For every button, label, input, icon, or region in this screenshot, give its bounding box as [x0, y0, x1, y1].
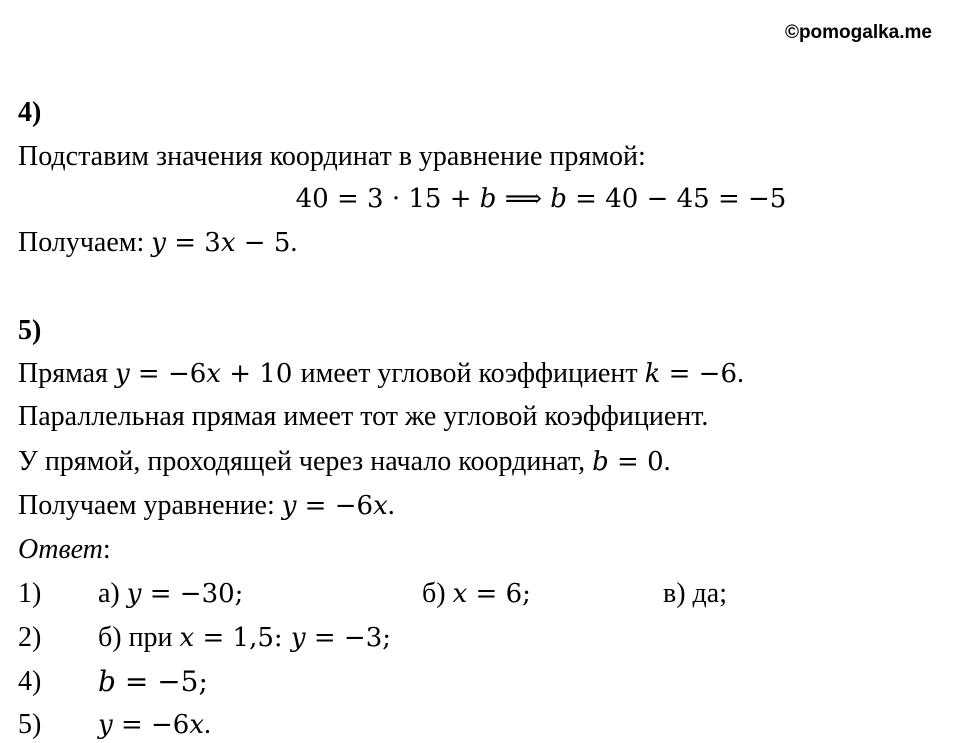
eq-var-b: b	[479, 184, 497, 214]
result-prefix: Получаем:	[18, 227, 152, 258]
result-x: x	[220, 228, 236, 258]
l4-prefix: Получаем уравнение:	[18, 490, 282, 521]
l4-y: y	[281, 491, 297, 521]
result-end: − 5	[235, 228, 291, 258]
answer-row-3-a	[98, 665, 208, 699]
l1-y: y	[114, 359, 130, 389]
section-4-heading: 4)	[18, 97, 42, 128]
l1-eq: = −6	[129, 359, 207, 389]
result-period: .	[290, 227, 298, 258]
row2-label: б) при	[98, 622, 180, 653]
eq-lhs: 40 = 3 · 15 +	[295, 184, 480, 214]
eq-rhs: = 40 − 45 = −5	[566, 184, 787, 214]
row2-x: x	[179, 623, 195, 653]
row1-a-label: а)	[98, 578, 127, 609]
result-mid: = 3	[165, 228, 221, 258]
eq-arrow: ⟹	[496, 184, 551, 214]
watermark: ©pomogalka.me	[784, 22, 932, 43]
answer-row-1-num: 1)	[18, 578, 42, 609]
row3-b: b	[98, 665, 116, 698]
answer-row-1-a	[98, 577, 243, 611]
row1-b-label: б)	[422, 578, 453, 609]
l1-prefix: Прямая	[18, 358, 115, 389]
l3-prefix: У прямой, проходящей через начало координат,	[18, 446, 593, 477]
row4-x: x	[189, 710, 205, 740]
answer-colon: :	[102, 534, 111, 565]
section-5-line-3	[18, 445, 671, 479]
result-y: y	[151, 228, 166, 258]
answer-row-2-a	[98, 621, 391, 655]
answer-row-4-a	[98, 708, 211, 742]
l1-period: .	[737, 358, 745, 389]
answer-row-2-num: 2)	[18, 622, 42, 653]
l3-period: .	[663, 446, 671, 477]
answer-row-1-c: в) да;	[663, 578, 727, 609]
row4-y: y	[98, 710, 113, 740]
l1-kval: = −6	[660, 359, 738, 389]
answer-row-1-b	[422, 577, 531, 611]
section-5-line-1	[18, 357, 744, 391]
l1-mid: имеет угловой коэффициент	[300, 358, 645, 389]
row1-a-var: y	[126, 579, 142, 609]
section-4-intro: Подставим значения координат в уравнение прямой:	[18, 141, 646, 172]
row2-y: y	[290, 623, 306, 653]
row3-val: = −5;	[115, 665, 208, 698]
answer-row-3-num: 4)	[18, 666, 42, 697]
row1-b-var: x	[452, 579, 468, 609]
row2-y-val: = −3;	[305, 623, 392, 653]
row1-b-val: = 6;	[467, 579, 531, 609]
l4-eq: = −6	[296, 491, 374, 521]
section-5-line-2: Параллельная прямая имеет тот же угловой коэффициент.	[18, 401, 709, 432]
row4-val: = −6	[112, 710, 190, 740]
section-5-line-4	[18, 489, 395, 523]
section-4-result	[18, 226, 297, 260]
l4-x: x	[373, 491, 388, 521]
eq-var-b2: b	[550, 184, 567, 214]
section-4-equation	[0, 182, 960, 216]
section-5-heading: 5)	[18, 315, 42, 346]
answer-row-4-num: 5)	[18, 709, 42, 740]
l4-period: .	[387, 490, 395, 521]
row4-period: .	[204, 709, 212, 740]
answer-label: Ответ	[18, 534, 103, 565]
l1-k: k	[644, 359, 661, 389]
row2-x-val: = 1,5:	[194, 623, 291, 653]
l3-b: b	[592, 447, 609, 477]
l1-x: x	[206, 359, 221, 389]
l1-tail: + 10	[220, 359, 301, 389]
row1-a-val: = −30;	[141, 579, 244, 609]
l3-val: = 0	[608, 447, 664, 477]
answer-heading	[18, 533, 111, 567]
